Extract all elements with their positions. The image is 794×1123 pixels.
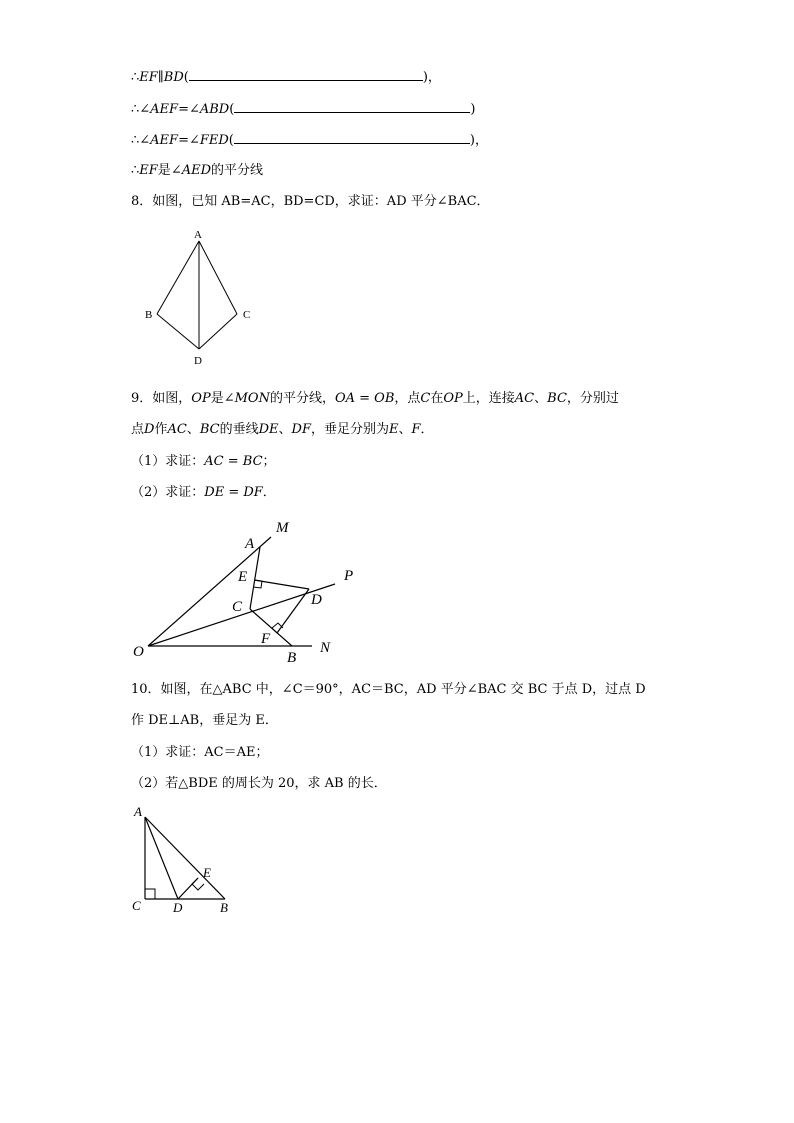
label-c: C bbox=[243, 309, 251, 321]
q7-step-1 bbox=[131, 68, 441, 87]
text-fragment: ； bbox=[262, 454, 276, 469]
text-fragment: 9．如图， bbox=[131, 391, 192, 406]
answer-blank[interactable] bbox=[189, 68, 423, 81]
text-fragment: 、 bbox=[186, 422, 200, 437]
answer-blank[interactable] bbox=[234, 100, 470, 113]
q9-statement-line-2 bbox=[131, 421, 434, 439]
segment-ad bbox=[145, 817, 178, 899]
label-m: M bbox=[276, 520, 289, 536]
segment-cd bbox=[199, 314, 237, 349]
label-d: D bbox=[311, 592, 322, 608]
equation-oa-ob: OA = OB bbox=[334, 391, 395, 406]
q10-statement-line-1: 10．如图，在△ABC 中，∠C＝90°，AC＝BC，AD 平分∠BAC 交 BC 于点 D，过点 D bbox=[131, 682, 646, 697]
therefore-symbol: ∴ bbox=[131, 163, 140, 178]
therefore-symbol: ∴ bbox=[131, 70, 140, 85]
label-b: B bbox=[220, 900, 228, 915]
segment-ac: AC bbox=[167, 422, 187, 437]
q10-part-2: （2）若△BDE 的周长为 20，求 AB 的长． bbox=[131, 776, 387, 791]
point-d: D bbox=[144, 422, 155, 437]
text-fragment: 的垂线 bbox=[219, 422, 259, 437]
right-angle-mark-c bbox=[145, 889, 155, 899]
text-fragment: ，垂足分别为 bbox=[310, 422, 389, 437]
text-fragment: ． bbox=[420, 422, 434, 437]
therefore-symbol: ∴ bbox=[131, 102, 140, 117]
label-f: F bbox=[261, 631, 271, 647]
angle-aed: ∠AED bbox=[170, 163, 212, 178]
equation-ac-bc: AC = BC bbox=[204, 454, 263, 469]
point-c: C bbox=[420, 391, 431, 406]
ray-om bbox=[148, 537, 271, 646]
segment-de: DE bbox=[258, 422, 279, 437]
label-e: E bbox=[203, 865, 211, 880]
point-f: F bbox=[411, 422, 421, 437]
point-e: E bbox=[389, 422, 399, 437]
q7-step-3 bbox=[131, 131, 488, 150]
q9-part-1 bbox=[131, 453, 276, 471]
segment-de bbox=[254, 580, 309, 589]
ray-op bbox=[148, 584, 335, 646]
text-fragment: 、 bbox=[398, 422, 412, 437]
ray-op: OP bbox=[191, 391, 211, 406]
label-b: B bbox=[287, 650, 297, 666]
label-c: C bbox=[232, 599, 243, 615]
segment-bc: BC bbox=[199, 422, 220, 437]
q10-part-1: （1）求证：AC＝AE； bbox=[131, 745, 269, 760]
q7-step-2 bbox=[131, 100, 475, 119]
segment-ac bbox=[199, 241, 237, 314]
segment-ab bbox=[157, 241, 199, 314]
text-fragment: 、 bbox=[534, 391, 548, 406]
text-fragment: 作 bbox=[154, 422, 168, 437]
text-fragment: ，点 bbox=[394, 391, 421, 406]
segment-bd bbox=[157, 314, 199, 349]
segment-df bbox=[277, 589, 309, 633]
answer-blank[interactable] bbox=[234, 131, 470, 144]
text-fragment: 点 bbox=[131, 422, 145, 437]
label-p: P bbox=[344, 568, 354, 584]
step-expression: ∠AEF=∠FED bbox=[139, 133, 229, 148]
label-d: D bbox=[173, 900, 183, 915]
segment-ab bbox=[145, 817, 225, 899]
segment-ac bbox=[250, 547, 260, 609]
conclusion-tail: 的平分线 bbox=[211, 163, 264, 178]
label-d: D bbox=[194, 355, 202, 367]
step-expression: ∠AEF=∠ABD bbox=[139, 102, 230, 117]
text-fragment: 的平分线， bbox=[269, 391, 335, 406]
label-o: O bbox=[133, 644, 144, 660]
label-c: C bbox=[132, 898, 141, 913]
open-paren: ( bbox=[183, 70, 189, 85]
q8-statement: 8．如图，已知 AB=AC，BD=CD，求证：AD 平分∠BAC． bbox=[131, 194, 490, 209]
label-a: A bbox=[134, 804, 142, 819]
angle-mon: ∠MON bbox=[223, 391, 270, 406]
close-paren: )， bbox=[469, 133, 488, 148]
part-label: （2）求证： bbox=[131, 485, 205, 500]
label-b: B bbox=[145, 309, 153, 321]
step-expression: EF∥BD bbox=[139, 70, 184, 85]
right-angle-mark-e bbox=[192, 878, 204, 890]
label-a: A bbox=[194, 229, 202, 241]
segment-cb bbox=[250, 609, 292, 646]
right-angle-mark-e bbox=[253, 580, 262, 588]
close-paren: ) bbox=[470, 102, 476, 117]
therefore-symbol: ∴ bbox=[131, 133, 140, 148]
segment-ef: EF bbox=[139, 163, 158, 178]
open-paren: ( bbox=[228, 133, 234, 148]
equation-de-df: DE = DF bbox=[204, 485, 263, 500]
text-fragment: ． bbox=[262, 485, 276, 500]
q9-part-2 bbox=[131, 484, 276, 502]
segment-df: DF bbox=[291, 422, 311, 437]
ray-op: OP bbox=[443, 391, 463, 406]
q9-statement-line-1 bbox=[131, 390, 619, 408]
segment-ac: AC bbox=[514, 391, 535, 406]
label-n: N bbox=[320, 640, 331, 656]
text-fragment: 上，连接 bbox=[462, 391, 515, 406]
text-fragment: 在 bbox=[430, 391, 444, 406]
part-label: （1）求证： bbox=[131, 454, 205, 469]
q10-statement-line-2: 作 DE⊥AB，垂足为 E． bbox=[131, 713, 278, 728]
close-paren: )， bbox=[422, 70, 441, 85]
text-fragment: 、 bbox=[278, 422, 292, 437]
open-paren: ( bbox=[229, 102, 235, 117]
conclusion-mid: 是 bbox=[157, 163, 171, 178]
label-a: A bbox=[245, 536, 255, 552]
segment-de bbox=[178, 878, 198, 899]
q7-conclusion bbox=[131, 162, 263, 180]
text-fragment: ，分别过 bbox=[566, 391, 619, 406]
label-e: E bbox=[238, 569, 248, 585]
segment-bc: BC bbox=[547, 391, 567, 406]
text-fragment: 是 bbox=[210, 391, 224, 406]
right-angle-mark-f bbox=[272, 623, 283, 633]
